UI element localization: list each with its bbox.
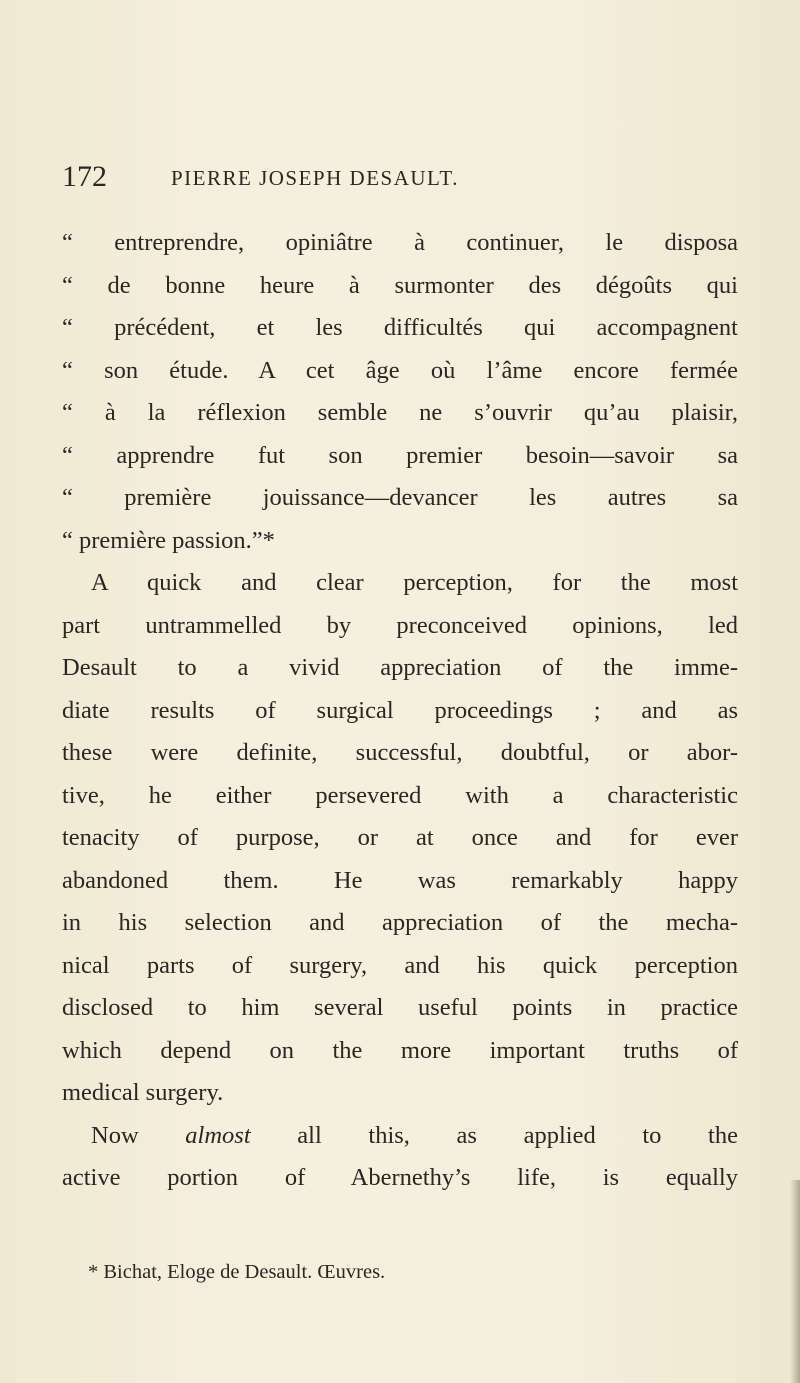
paragraph-start: A quick and clear perception, for the most — [91, 569, 738, 596]
paragraph-start — [62, 1115, 738, 1158]
text-line: which depend on the more important truths of — [62, 1036, 738, 1064]
page-header — [62, 160, 722, 200]
emphasis-almost: almost — [185, 1121, 251, 1149]
page-edge-shadow — [790, 1180, 800, 1383]
body-text — [62, 222, 738, 1200]
text-line: “ à la réflexion semble ne s’ouvrir qu’au plaisir, — [62, 399, 738, 426]
text-line: “ de bonne heure à surmonter des dégoûts qui — [62, 271, 738, 299]
text-line: these were definite, successful, doubtful, or abor- — [62, 739, 738, 766]
text-line: medical surgery. — [62, 1079, 224, 1106]
text-line: “ première passion.”* — [62, 526, 275, 554]
text-line: “ son étude. A cet âge où l’âme encore fermée — [62, 356, 738, 384]
text-line: in his selection and appreciation of the mecha- — [62, 909, 738, 936]
text-line: tenacity of purpose, or at once and for ever — [62, 824, 738, 851]
text-line: nical parts of surgery, and his quick perception — [62, 951, 738, 979]
text-line: part untrammelled by preconceived opinions, led — [62, 611, 738, 639]
line-remainder: all this, as applied to the — [297, 1121, 738, 1149]
text-line: tive, he either persevered with a characteristic — [62, 781, 738, 809]
text-line: “ première jouissance—devancer les autres sa — [62, 484, 738, 511]
page-number: 172 — [62, 160, 107, 193]
text-line: “ précédent, et les difficultés qui accompagnent — [62, 314, 738, 341]
text-line: “ entreprendre, opiniâtre à continuer, le disposa — [62, 229, 738, 256]
text-line: disclosed to him several useful points in practice — [62, 994, 738, 1021]
text-line: Desault to a vivid appreciation of the imme- — [62, 654, 738, 681]
text-line: “ apprendre fut son premier besoin—savoir sa — [62, 441, 738, 469]
footnote: * Bichat, Eloge de Desault. Œuvres. — [88, 1261, 386, 1283]
text-line: active portion of Abernethy’s life, is equally — [62, 1164, 738, 1191]
text-line: diate results of surgical proceedings ; and as — [62, 696, 738, 724]
text-line: abandoned them. He was remarkably happy — [62, 866, 738, 894]
word-now: Now — [91, 1121, 139, 1149]
running-head: PIERRE JOSEPH DESAULT. — [171, 166, 459, 190]
